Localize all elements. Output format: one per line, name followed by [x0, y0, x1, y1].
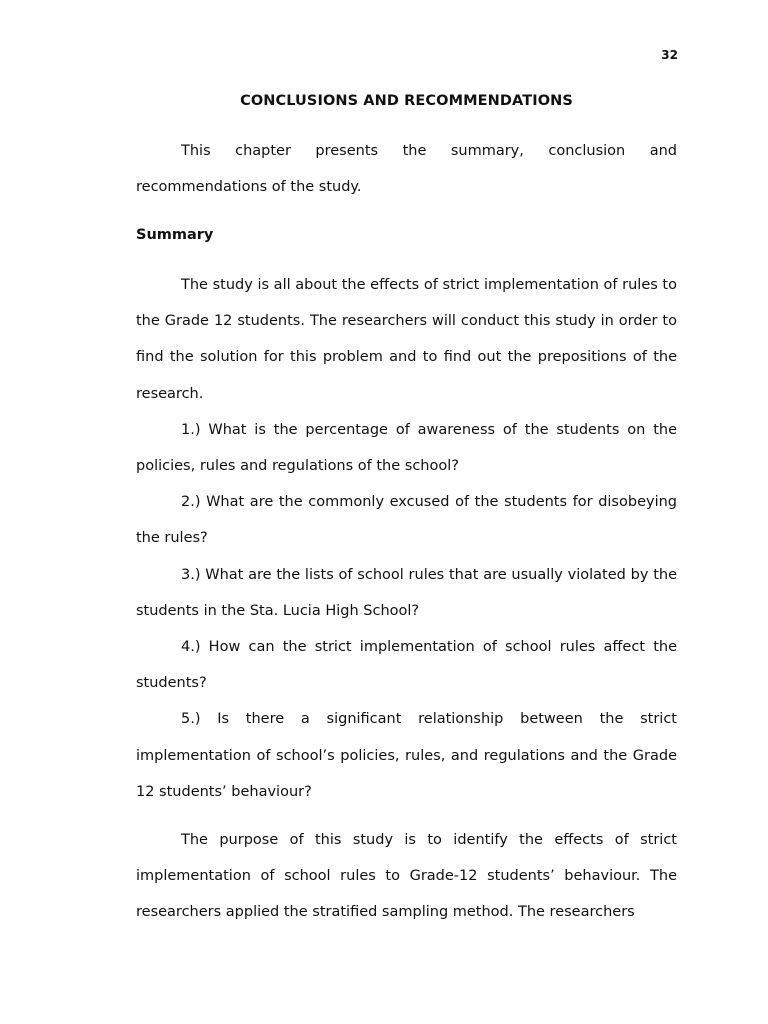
research-question-1: 1.) What is the percentage of awareness of the students on the policies, rules and regulations of the school? [136, 421, 677, 475]
summary-paragraph: The study is all about the effects of strict implementation of rules to the Grade 12 students. The researchers will conduct this study in order to find the solution for this problem and to find out the prepositions of the research. [136, 277, 677, 402]
research-question-2: 2.) What are the commonly excused of the students for disobeying the rules? [136, 494, 677, 547]
intro-block [136, 133, 677, 205]
chapter-title: CONCLUSIONS AND RECOMMENDATIONS [240, 93, 573, 109]
research-question-5: 5.) Is there a significant relationship between the strict implementation of school’s policies, rules, and regulations and the Grade 12 students’ behaviour? [136, 711, 677, 800]
intro-paragraph: This chapter presents the summary, conclusion and recommendations of the study. [136, 143, 677, 196]
section-heading-summary: Summary [136, 227, 214, 243]
research-question-3: 3.) What are the lists of school rules that are usually violated by the students in the Sta. Lucia High School? [136, 566, 677, 619]
purpose-paragraph: The purpose of this study is to identify the effects of strict implementation of school rules to Grade-12 students’ behaviour. The researchers applied the stratified sampling method. The researchers [136, 832, 677, 921]
purpose-block [136, 822, 677, 931]
page-number: 32 [661, 48, 678, 62]
summary-block [136, 267, 677, 810]
research-question-4: 4.) How can the strict implementation of school rules affect the students? [136, 639, 677, 692]
